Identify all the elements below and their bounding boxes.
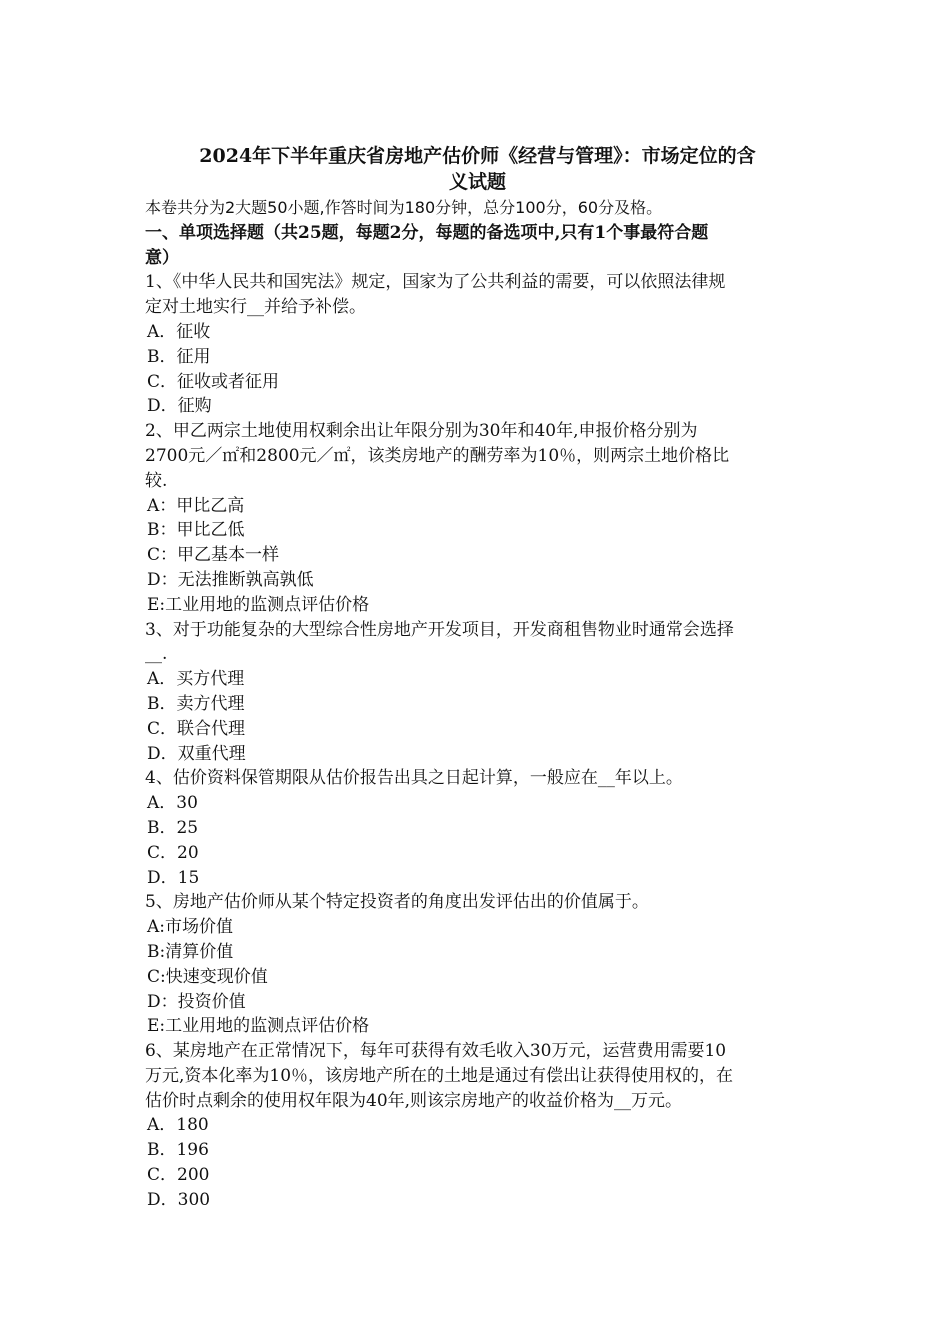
option: C．征收或者征用 <box>147 371 280 392</box>
question-text: 较. <box>145 470 168 491</box>
question-3 <box>145 618 810 767</box>
question-1 <box>145 270 810 419</box>
question-5 <box>145 890 810 1039</box>
option: A．180 <box>147 1115 209 1136</box>
option: A：甲比乙高 <box>147 495 245 516</box>
section-heading-line: 一、单项选择题（共25题，每题2分，每题的备选项中,只有1个事最符合题 <box>145 222 709 243</box>
question-text: __. <box>145 644 168 665</box>
question-text: 1、《中华人民共和国宪法》规定，国家为了公共利益的需要，可以依照法律规 <box>145 272 726 293</box>
question-6 <box>145 1039 810 1213</box>
question-text: 估价时点剩余的使用权年限为40年,则该宗房地产的收益价格为__万元。 <box>145 1090 683 1111</box>
question-text: 3、对于功能复杂的大型综合性房地产开发项目，开发商租售物业时通常会选择 <box>145 619 734 640</box>
question-4 <box>145 766 810 890</box>
title-line: 义试题 <box>448 171 506 193</box>
question-text: 定对土地实行__并给予补偿。 <box>145 297 366 318</box>
question-text: 6、某房地产在正常情况下，每年可获得有效毛收入30万元，运营费用需要10 <box>145 1041 727 1062</box>
exam-intro: 本卷共分为2大题50小题,作答时间为180分钟，总分100分，60分及格。 <box>145 198 663 217</box>
option: A．30 <box>147 793 198 814</box>
option: E:工业用地的监测点评估价格 <box>147 1016 370 1037</box>
option: D．300 <box>147 1189 211 1210</box>
option: C：甲乙基本一样 <box>147 545 280 566</box>
document-page <box>145 143 810 1213</box>
option: D：投资价值 <box>147 991 246 1012</box>
option: B．196 <box>147 1140 209 1161</box>
option: C．200 <box>147 1165 210 1186</box>
option: D．双重代理 <box>147 743 246 764</box>
section-heading <box>145 221 810 271</box>
question-text: 4、估价资料保管期限从估价报告出具之日起计算，一般应在__年以上。 <box>145 768 683 789</box>
option: C．20 <box>147 842 199 863</box>
question-text: 5、房地产估价师从某个特定投资者的角度出发评估出的价值属于。 <box>145 892 649 913</box>
option: B:清算价值 <box>147 941 234 962</box>
option: C．联合代理 <box>147 718 246 739</box>
option: A．征收 <box>147 321 211 342</box>
option: B：甲比乙低 <box>147 520 245 541</box>
option: E:工业用地的监测点评估价格 <box>147 594 370 615</box>
option: D：无法推断孰高孰低 <box>147 569 314 590</box>
question-text: 2700元／㎡和2800元／㎡，该类房地产的酬劳率为10％，则两宗土地价格比 <box>145 445 730 466</box>
option: D．征购 <box>147 396 212 417</box>
title-line: 2024年下半年重庆省房地产估价师《经营与管理》：市场定位的含 <box>199 145 756 167</box>
option: B．征用 <box>147 346 211 367</box>
section-heading-line: 意） <box>145 247 179 268</box>
option: C:快速变现价值 <box>147 966 268 987</box>
document-title <box>145 143 810 195</box>
option: A:市场价值 <box>147 917 234 938</box>
option: B．卖方代理 <box>147 693 245 714</box>
question-text: 万元,资本化率为10％，该房地产所在的土地是通过有偿出让获得使用权的，在 <box>145 1065 734 1086</box>
question-2 <box>145 419 810 617</box>
question-text: 2、甲乙两宗土地使用权剩余出让年限分别为30年和40年,申报价格分别为 <box>145 421 698 442</box>
option: A．买方代理 <box>147 669 245 690</box>
option: B．25 <box>147 817 199 838</box>
option: D．15 <box>147 867 200 888</box>
